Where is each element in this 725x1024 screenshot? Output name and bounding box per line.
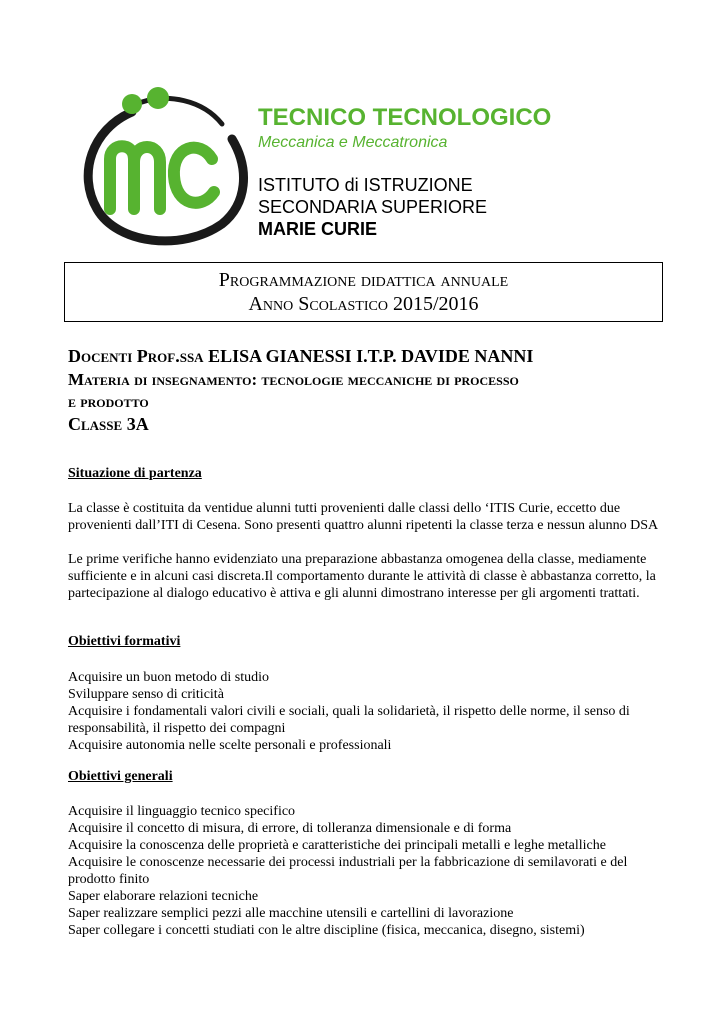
- institute-line-2: SECONDARIA SUPERIORE: [258, 197, 488, 217]
- document-title-box: [64, 262, 663, 322]
- class-line: Classe 3A: [68, 414, 149, 434]
- institute-line-1: ISTITUTO di ISTRUZIONE: [258, 175, 473, 195]
- list-item: Acquisire un buon metodo di studio: [68, 670, 270, 685]
- list-item: Sviluppare senso di criticità: [68, 687, 224, 702]
- institute-line-3: MARIE CURIE: [258, 219, 378, 239]
- subject-line-1: Materia di insegnamento: tecnologie meccaniche di processo: [68, 370, 519, 389]
- list-item: Acquisire autonomia nelle scelte personali e professionali: [68, 738, 392, 753]
- brand-title: TECNICO TECNOLOGICO: [258, 104, 552, 131]
- list-item: Saper collegare i concetti studiati con le altre discipline (fisica, meccanica, disegno, sistemi): [68, 923, 585, 938]
- subject-line-2: e prodotto: [68, 392, 149, 411]
- section-title-situazione: Situazione di partenza: [68, 466, 202, 481]
- institute-name: [258, 174, 487, 240]
- document-title: Programmazione didattica annuale: [218, 269, 509, 291]
- situazione-paragraph-1: La classe è costituita da ventidue alunni tutti provenienti dalle classi dello ‘ITIS Curie, eccetto due provenienti dall’ITI di Cesena. Sono presenti quattro alunni ripetenti la classe terza e nessun alunno DSA: [68, 501, 659, 533]
- situazione-paragraph-2: Le prime verifiche hanno evidenziato una preparazione abbastanza omogenea della classe, mediamente sufficiente e in alcuni casi discreta.Il comportamento durante le attività di classe è abbastanza corretto, la partecipazione al dialogo educativo è attiva e gli alunni dimostrano interesse per gli argomenti trattati.: [68, 552, 656, 601]
- formativi-list: [68, 669, 660, 754]
- section-title-formativi: Obiettivi formativi: [68, 634, 181, 649]
- list-item: Acquisire le conoscenze necessarie dei processi industriali per la fabbricazione di semilavorati e del prodotto finito: [68, 855, 628, 887]
- list-item: Saper realizzare semplici pezzi alle macchine utensili e cartellini di lavorazione: [68, 906, 514, 921]
- list-item: Saper elaborare relazioni tecniche: [68, 889, 259, 904]
- generali-list: [68, 803, 660, 939]
- list-item: Acquisire il concetto di misura, di errore, di tolleranza dimensionale e di forma: [68, 821, 512, 836]
- teachers-line: Docenti Prof.ssa ELISA GIANESSI I.T.P. DAVIDE NANNI: [68, 346, 534, 366]
- list-item: Acquisire i fondamentali valori civili e sociali, quali la solidarietà, il rispetto delle norme, il senso di responsabilità, il rispetto dei compagni: [68, 704, 630, 736]
- list-item: Acquisire la conoscenza delle proprietà e caratteristiche dei principali metalli e leghe metalliche: [68, 838, 606, 853]
- school-logo: [72, 84, 252, 254]
- section-title-generali: Obiettivi generali: [68, 769, 173, 784]
- brand-block: [258, 104, 551, 152]
- brand-subtitle: Meccanica e Meccatronica: [258, 134, 448, 151]
- list-item: Acquisire il linguaggio tecnico specifico: [68, 804, 296, 819]
- school-year: Anno Scolastico 2015/2016: [248, 293, 479, 315]
